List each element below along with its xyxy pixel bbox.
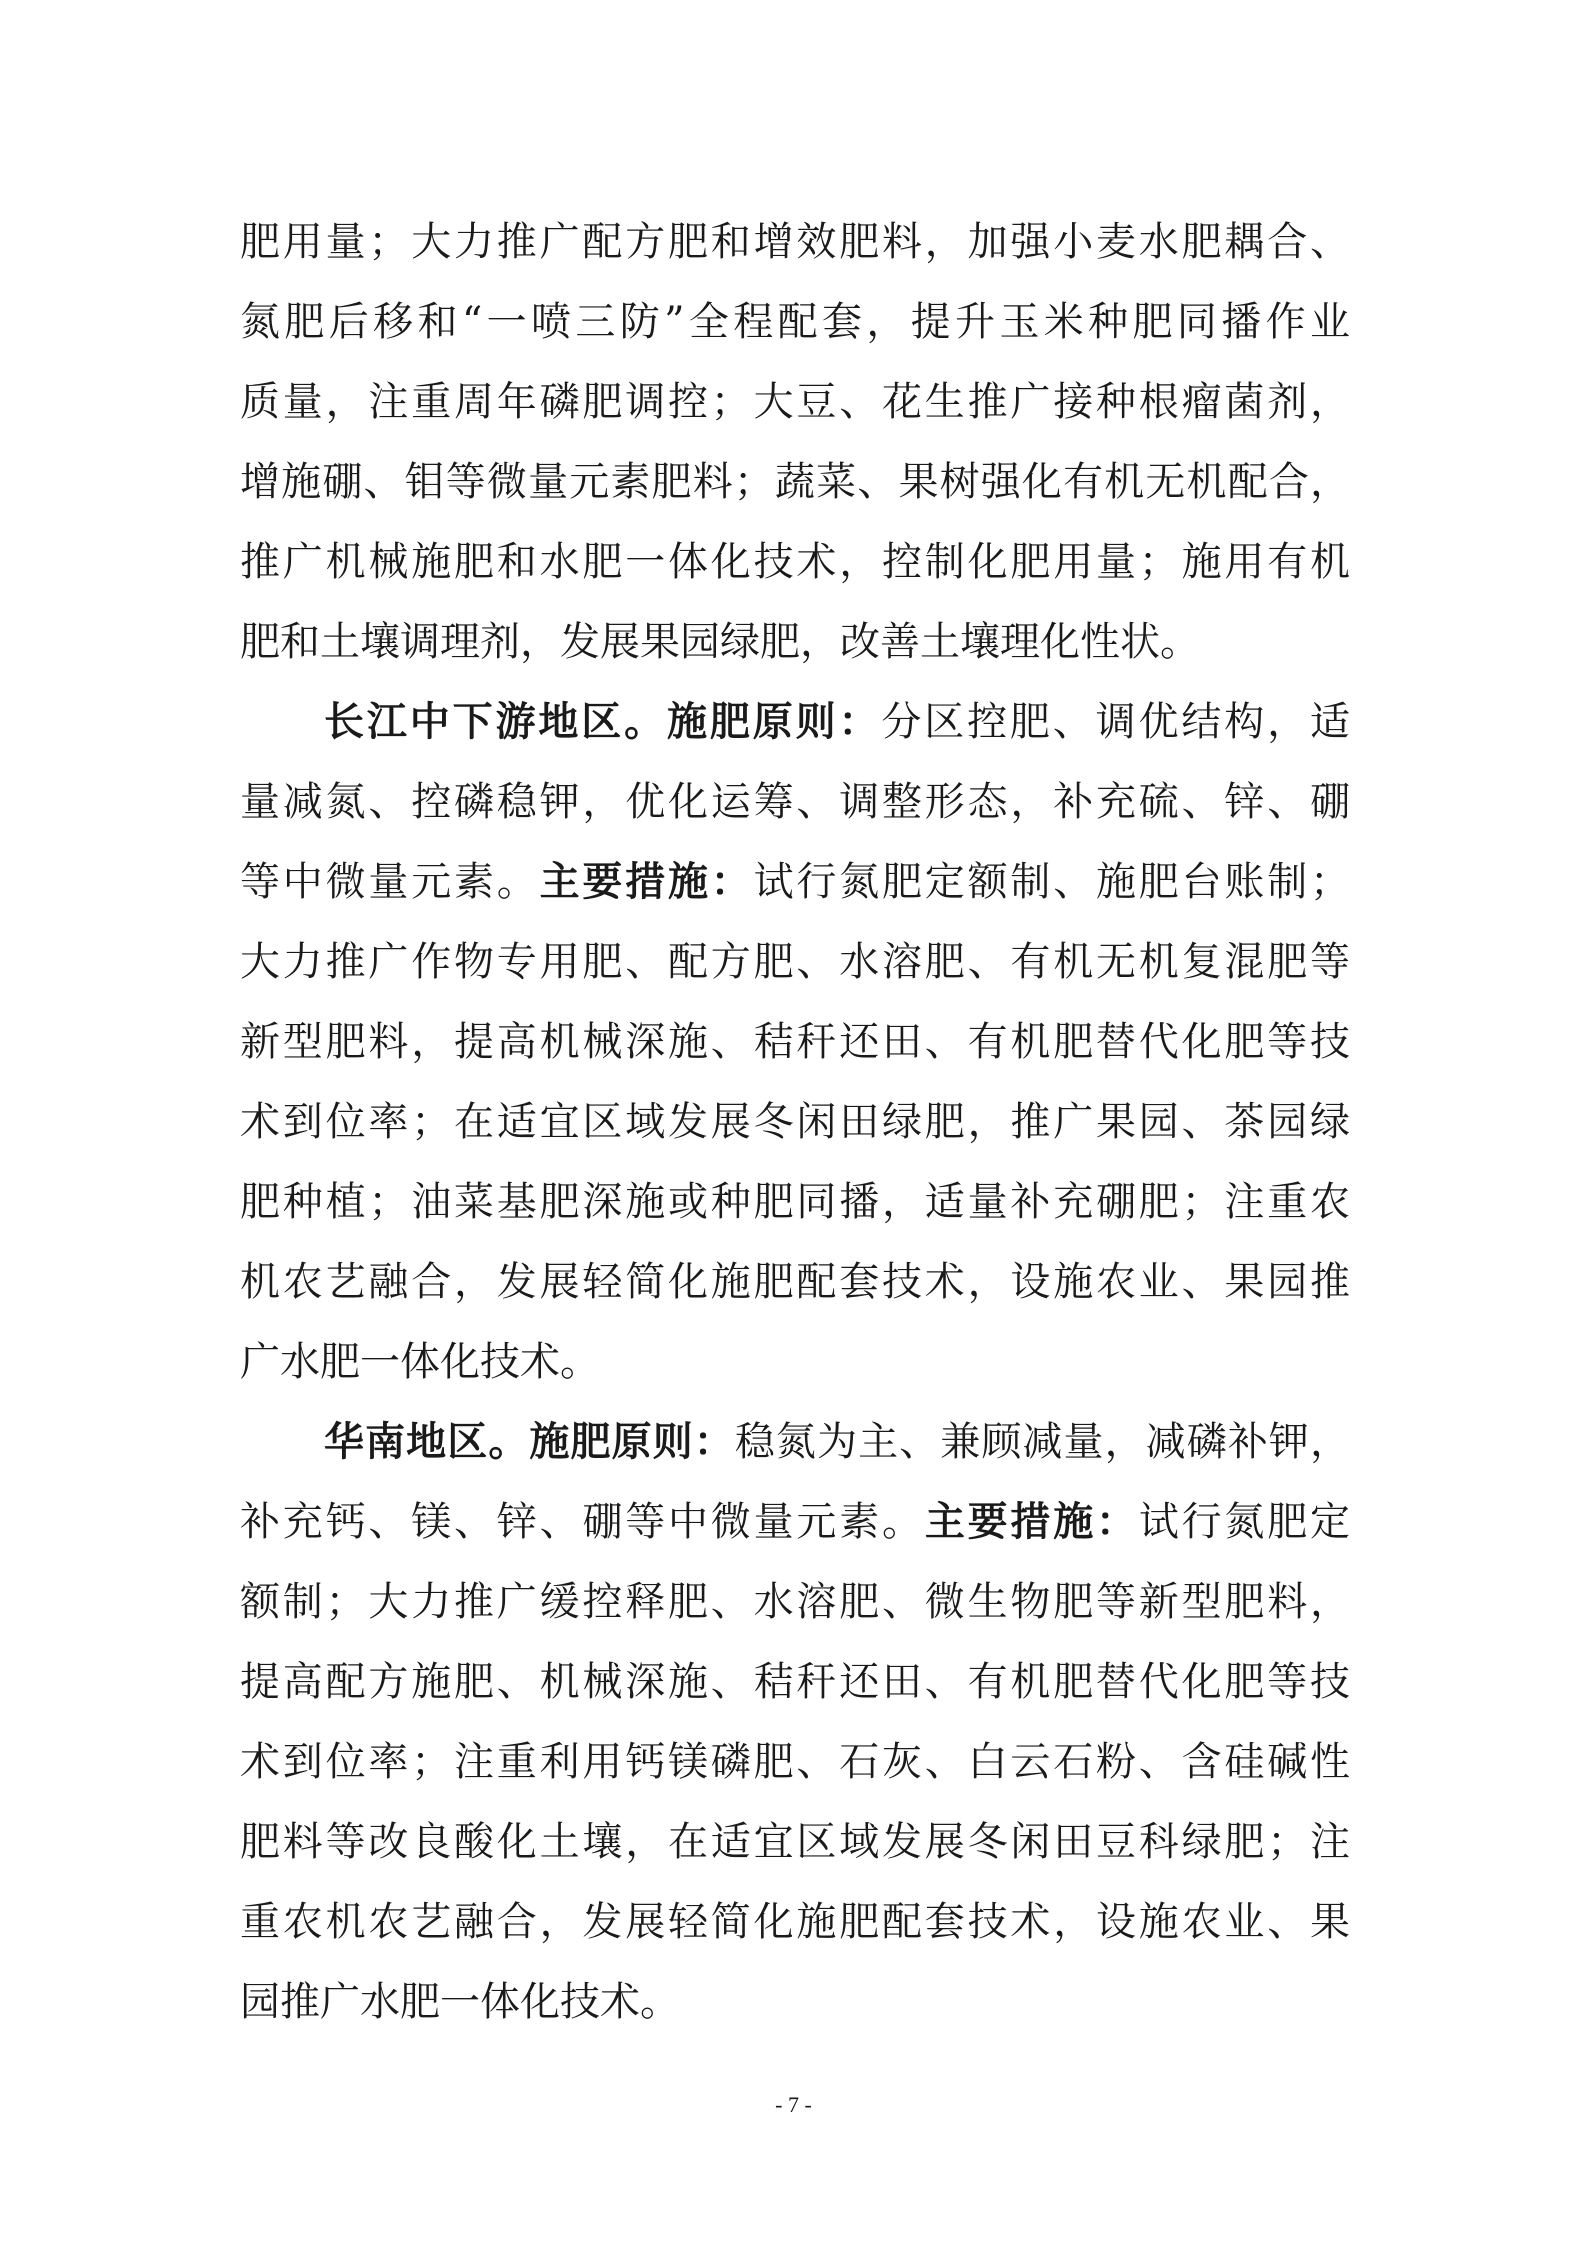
paragraph-south-china-region (240, 1402, 1350, 2042)
text-segment: 补充钙、镁、锌、硼等中微量元素。 (240, 1499, 925, 1545)
text-segment: 试行氮肥定 (1138, 1499, 1350, 1545)
measures-label: 主要措施： (539, 858, 754, 905)
text-line: 新型肥料，提高机械深施、秸秆还田、有机肥替代化肥等技 (240, 1019, 1350, 1065)
text-line: 推广机械施肥和水肥一体化技术，控制化肥用量；施用有机 (240, 539, 1350, 585)
text-line: 重农机农艺融合，发展轻简化施肥配套技术，设施农业、果 (240, 1899, 1350, 1945)
text-line: 广水肥一体化技术。 (240, 1339, 600, 1385)
text-line: 肥料等改良酸化土壤，在适宜区域发展冬闲田豆科绿肥；注 (240, 1819, 1350, 1865)
text-line: 增施硼、钼等微量元素肥料；蔬菜、果树强化有机无机配合， (240, 459, 1350, 505)
text-segment: 稳氮为主、兼顾减量，减磷补钾， (734, 1419, 1350, 1465)
region-heading: 华南地区。 (324, 1418, 530, 1465)
page-number: - 7 - (775, 2092, 812, 2117)
paragraph-yangtze-region (240, 682, 1350, 1402)
document-body (240, 202, 1350, 2042)
text-line: 量减氮、控磷稳钾，优化运筹、调整形态，补充硫、锌、硼 (240, 779, 1350, 825)
text-line: 质量，注重周年磷肥调控；大豆、花生推广接种根瘤菌剂， (240, 379, 1350, 425)
text-line: 提高配方施肥、机械深施、秸秆还田、有机肥替代化肥等技 (240, 1659, 1350, 1705)
text-line: 肥用量；大力推广配方肥和增效肥料，加强小麦水肥耦合、 (240, 219, 1350, 265)
text-line: 机农艺融合，发展轻简化施肥配套技术，设施农业、果园推 (240, 1259, 1350, 1305)
paragraph-1 (240, 202, 1350, 682)
text-line (240, 842, 1350, 922)
region-heading: 长江中下游地区。 (324, 698, 667, 745)
text-line: 肥和土壤调理剂，发展果园绿肥，改善土壤理化性状。 (240, 619, 1200, 665)
measures-label: 主要措施： (924, 1498, 1139, 1545)
text-line: 氮肥后移和“一喷三防”全程配套，提升玉米种肥同播作业 (240, 299, 1350, 345)
text-segment: 等中微量元素。 (240, 859, 540, 905)
principle-label: 施肥原则： (529, 1418, 735, 1465)
text-segment: 试行氮肥定额制、施肥台账制； (753, 859, 1350, 905)
text-segment: 分区控肥、调优结构，适 (881, 699, 1350, 745)
text-line (240, 1482, 1350, 1562)
text-line: 肥种植；油菜基肥深施或种肥同播，适量补充硼肥；注重农 (240, 1179, 1350, 1225)
principle-label: 施肥原则： (666, 698, 882, 745)
text-line: 园推广水肥一体化技术。 (240, 1979, 680, 2025)
text-line: 大力推广作物专用肥、配方肥、水溶肥、有机无机复混肥等 (240, 939, 1350, 985)
text-line: 术到位率；在适宜区域发展冬闲田绿肥，推广果园、茶园绿 (240, 1099, 1350, 1145)
text-line: 额制；大力推广缓控释肥、水溶肥、微生物肥等新型肥料， (240, 1579, 1350, 1625)
text-line (240, 1402, 1350, 1482)
text-line: 术到位率；注重利用钙镁磷肥、石灰、白云石粉、含硅碱性 (240, 1739, 1350, 1785)
text-line (240, 682, 1350, 762)
